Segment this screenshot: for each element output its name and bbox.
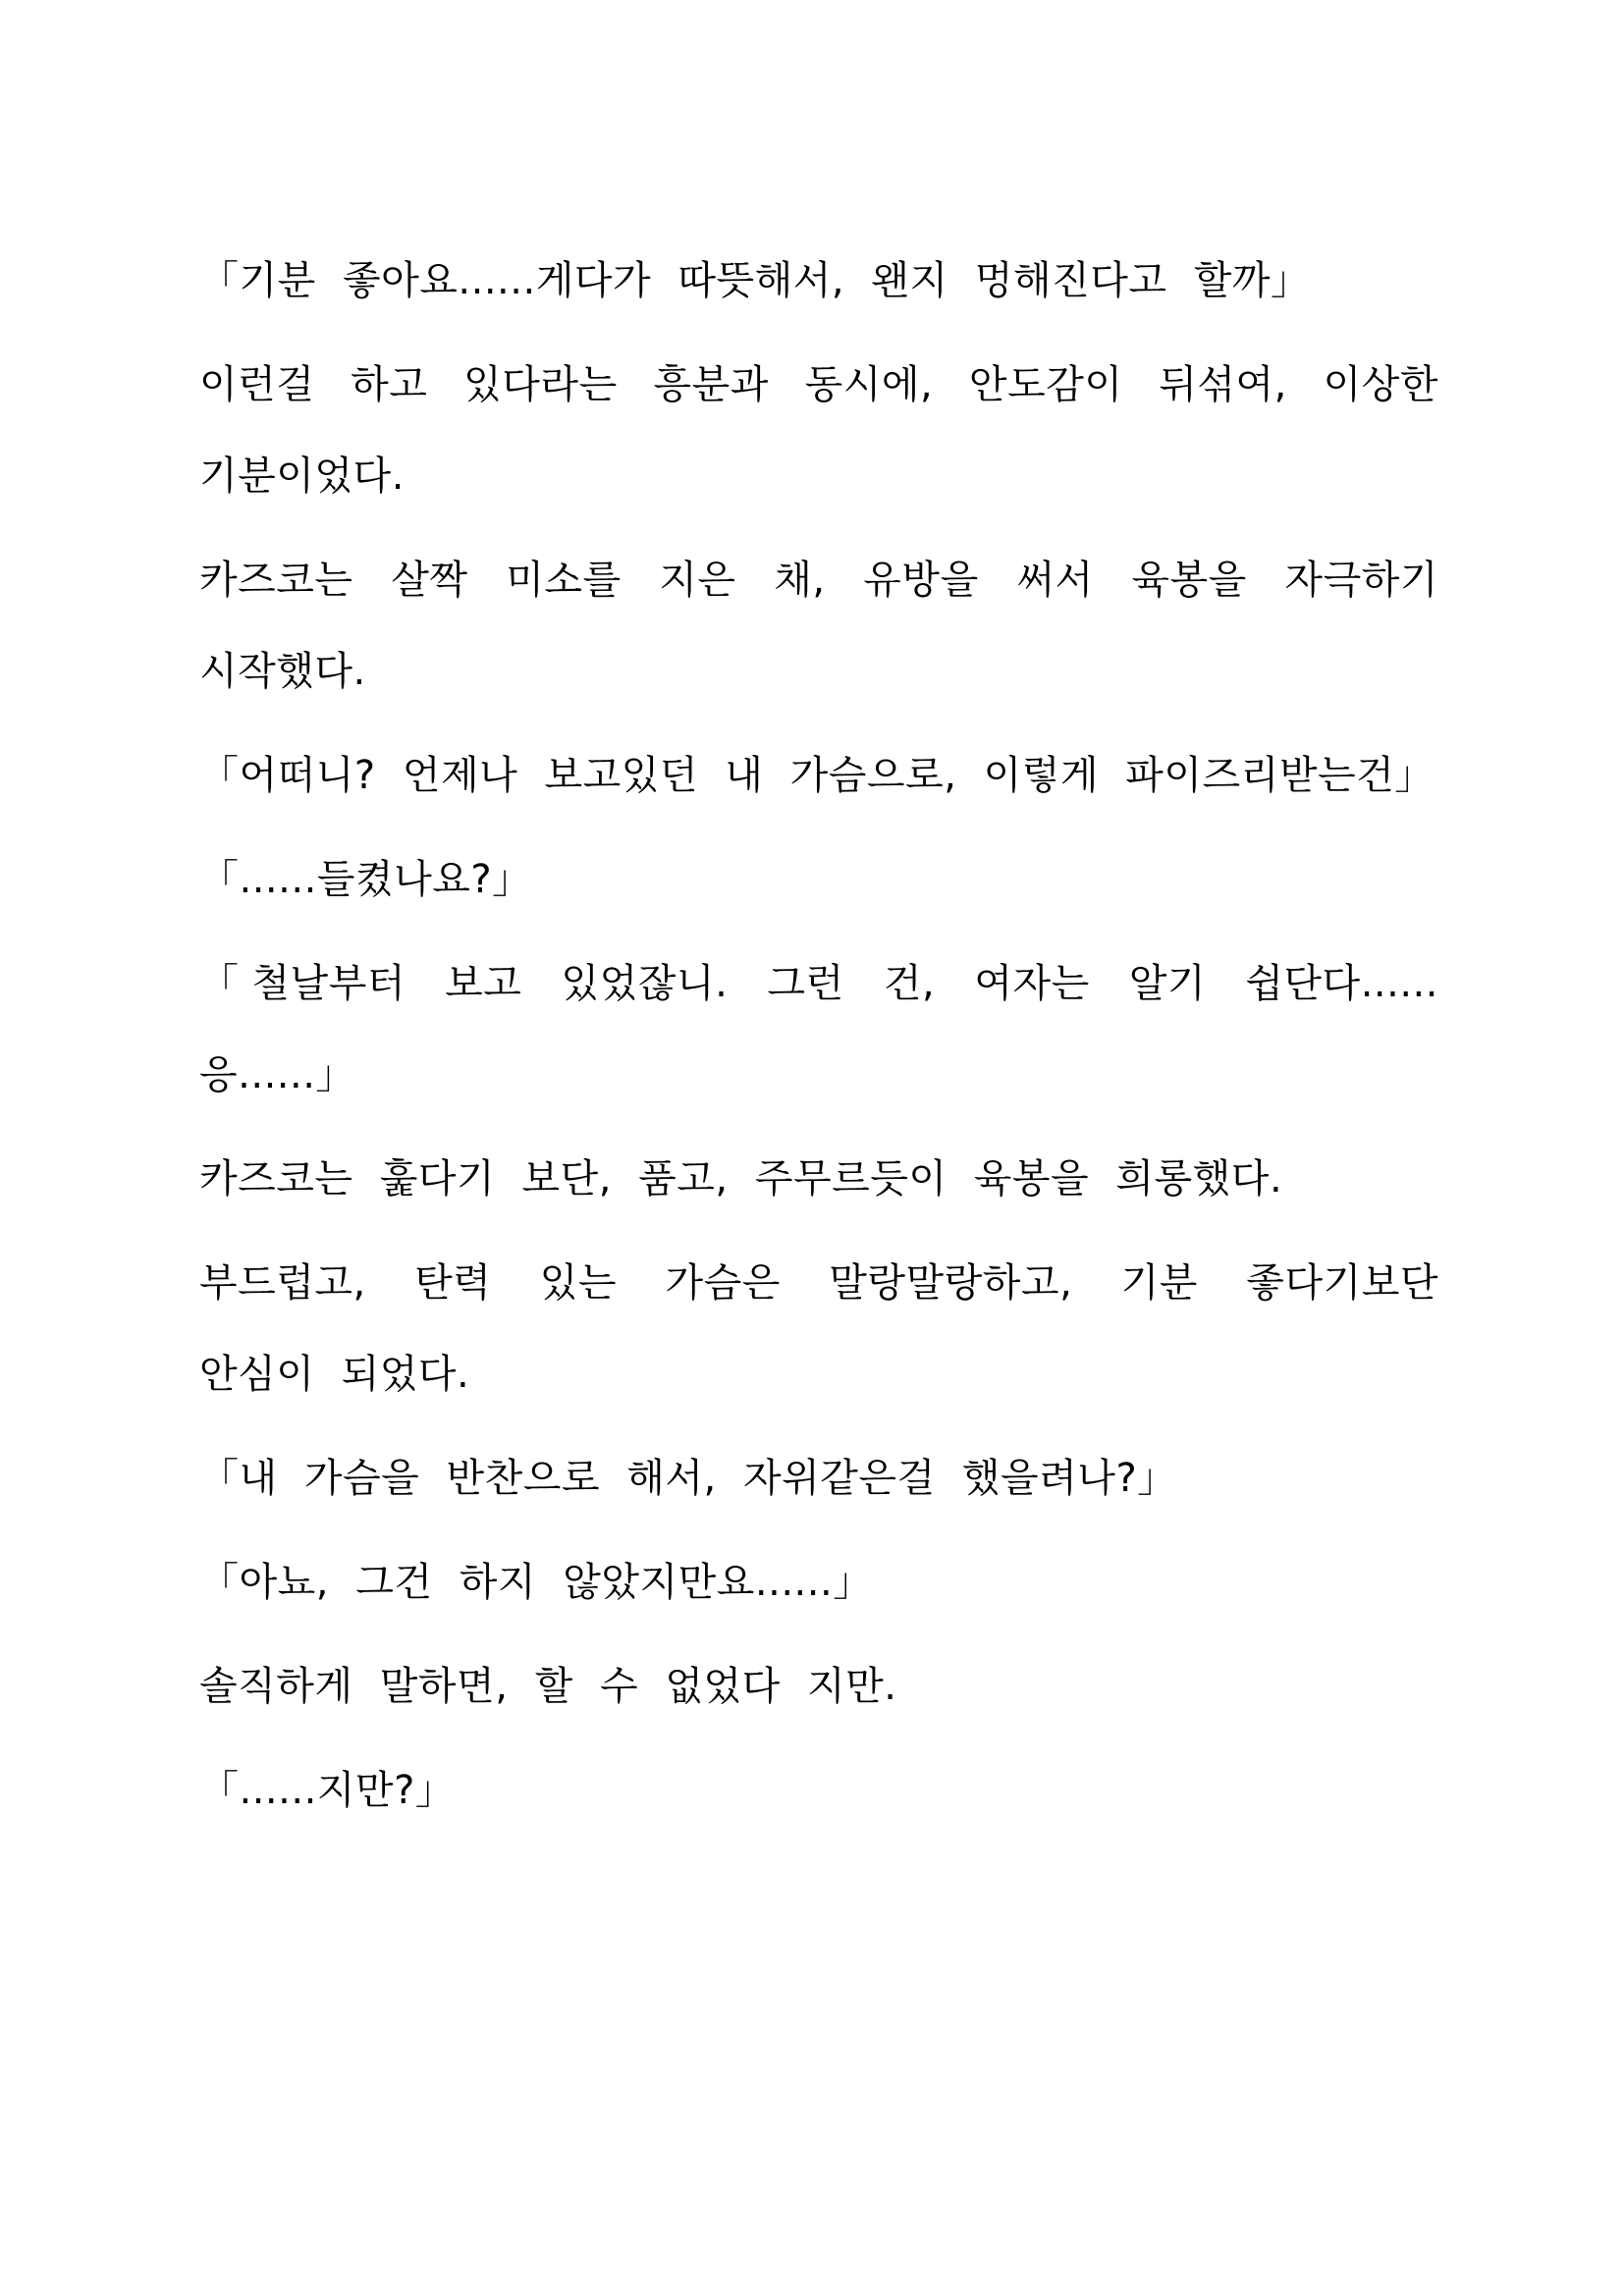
text-body bbox=[199, 236, 1438, 1849]
paragraph-10: 「아뇨, 그건 하지 않았지만요......」 bbox=[199, 1560, 873, 1605]
paragraph-4: 「어떠니? 언제나 보고있던 내 가슴으로, 이렇게 파이즈리받는건」 bbox=[199, 753, 1435, 798]
paragraph-2: 이런걸 하고 있다라는 흥분과 동시에, 안도감이 뒤섞여, 이상한 기분이었다. bbox=[199, 362, 1438, 499]
paragraph-6: 「철날부터 보고 있었잖니. 그런 건, 여자는 알기 쉽단다......응......」 bbox=[199, 961, 1438, 1097]
paragraph-8: 부드럽고, 탄력 있는 가슴은 말랑말랑하고, 기분 좋다기보단 안심이 되었다. bbox=[199, 1260, 1438, 1397]
paragraph-5: 「......들켰나요?」 bbox=[199, 857, 532, 902]
paragraph-11: 솔직하게 말하면, 할 수 없었다 지만. bbox=[199, 1664, 897, 1709]
paragraph-9: 「내 가슴을 반찬으로 해서, 자위같은걸 했을려나?」 bbox=[199, 1456, 1177, 1501]
paragraph-1: 「기분 좋아요......게다가 따뜻해서, 왠지 멍해진다고 할까」 bbox=[199, 258, 1311, 303]
paragraph-3: 카즈코는 살짝 미소를 지은 채, 유방을 써서 육봉을 자극하기 시작했다. bbox=[199, 558, 1438, 694]
paragraph-7: 카즈코는 훑다기 보단, 품고, 주무르듯이 육봉을 희롱했다. bbox=[199, 1156, 1283, 1201]
paragraph-12: 「......지만?」 bbox=[199, 1768, 456, 1813]
